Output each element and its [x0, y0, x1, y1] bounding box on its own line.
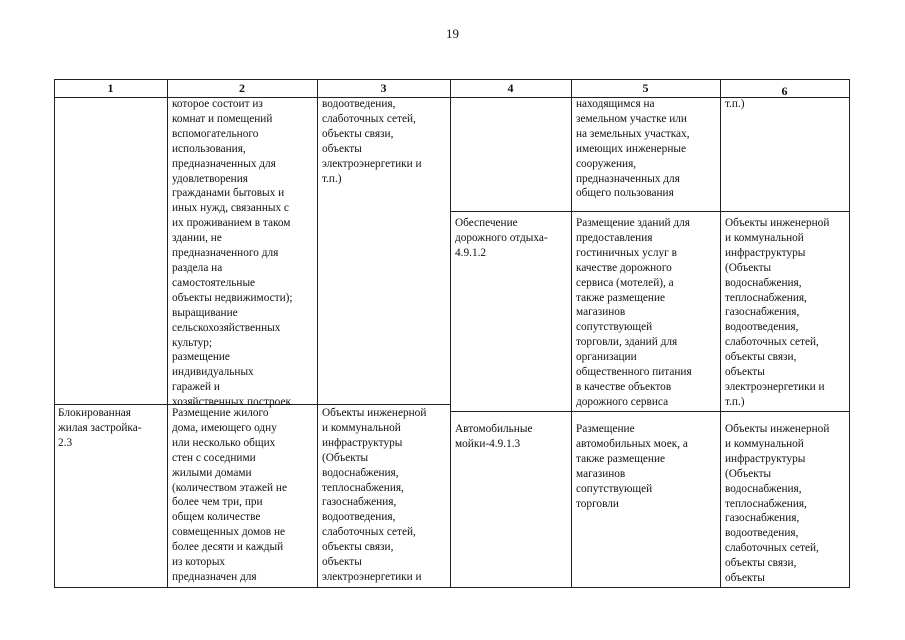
- column-header-4: 4: [507, 81, 514, 95]
- column-divider: [450, 79, 451, 587]
- cell-col6-continued: т.п.): [725, 98, 745, 110]
- column-header-2: 2: [239, 81, 245, 95]
- page-number: 19: [446, 26, 459, 41]
- column-header-6: 6: [781, 84, 788, 98]
- column-header-1: 1: [107, 81, 114, 95]
- cell-col3-continued: водоотведения, слаботочных сетей, объекты связи, объекты электроэнергетики и т.п.): [322, 98, 422, 185]
- cell-road-rest-name: Обеспечение дорожного отдыха- 4.9.1.2: [455, 217, 548, 259]
- cell-blocked-housing-infrastructure: Объекты инженерной и коммунальной инфраструктуры (Объекты водоснабжения, теплоснабжения, газоснабжения, водоотведения, слаботочных сетей, объекты связи, объекты электроэнергетики и: [322, 407, 427, 583]
- cell-car-wash-name: Автомобильные мойки-4.9.1.3: [455, 423, 533, 450]
- column-divider: [167, 79, 168, 587]
- cell-col2-continued: которое состоит из комнат и помещений вспомогательного использования, предназначенных для удовлетворения гражданами бытовых и иных нужд, связанных с их проживанием в таком здании, не предназначенного для раздела на самостоятельные объекты недвижимости); выращивание сельскохозяйственных культур; размещение индивидуальных гаражей и хозяйственных построек: [172, 98, 293, 409]
- table-border-bottom: [54, 587, 850, 588]
- column-divider: [571, 79, 572, 587]
- column-divider: [720, 79, 721, 587]
- cell-blocked-housing-description: Размещение жилого дома, имеющего одну или несколько общих стен с соседними жилыми домами (количеством этажей не более чем три, при общем количестве совмещенных домов не более десяти и каждый из которых предназначен для: [172, 407, 287, 583]
- cell-car-wash-description: Размещение автомобильных моек, а также размещение магазинов сопутствующей торговли: [576, 423, 688, 510]
- cell-road-rest-infrastructure: Объекты инженерной и коммунальной инфраструктуры (Объекты водоснабжения, теплоснабжения, газоснабжения, водоотведения, слаботочных сетей, объекты связи, объекты электроэнергетики и т.п.): [725, 217, 830, 408]
- cell-car-wash-infrastructure: Объекты инженерной и коммунальной инфраструктуры (Объекты водоснабжения, теплоснабжения, газоснабжения, водоотведения, слаботочных сетей, объекты связи, объекты: [725, 423, 830, 585]
- column-header-3: 3: [380, 81, 387, 95]
- cell-col5-continued: находящимся на земельном участке или на земельных участках, имеющих инженерные сооружения, предназначенных для общего пользования: [576, 98, 690, 200]
- table-border-left: [54, 79, 55, 587]
- row-divider-right-1: [450, 211, 850, 212]
- column-header-5: 5: [642, 81, 649, 95]
- row-divider-right-2: [450, 411, 850, 412]
- column-divider: [317, 79, 318, 587]
- land-use-table: [54, 79, 849, 587]
- cell-road-rest-description: Размещение зданий для предоставления гостиничных услуг в качестве дорожного сервиса (мотелей), а также размещение магазинов сопутствующей торговли, зданий для организации общественного питания в качестве объектов дорожного сервиса: [576, 217, 692, 408]
- cell-blocked-housing-name: Блокированная жилая застройка- 2.3: [58, 407, 142, 449]
- table-border-right: [849, 79, 850, 587]
